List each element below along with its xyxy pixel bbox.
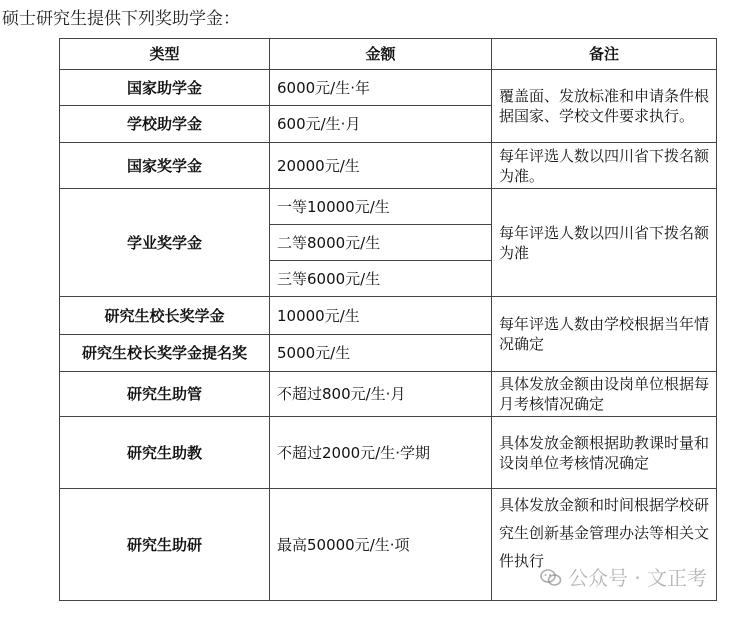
note-cell: 覆盖面、发放标准和申请条件根据国家、学校文件要求执行。 xyxy=(492,70,717,143)
type-cell: 学校助学金 xyxy=(60,106,270,143)
header-note: 备注 xyxy=(492,39,717,70)
amount-cell: 不超过800元/生·月 xyxy=(270,372,492,417)
note-cell: 具体发放金额和时间根据学校研究生创新基金管理办法等相关文件执行 xyxy=(492,489,717,601)
type-cell: 学业奖学金 xyxy=(60,189,270,297)
header-amount: 金额 xyxy=(270,39,492,70)
watermark xyxy=(540,562,707,591)
note-cell: 每年评选人数以四川省下拨名额为准 xyxy=(492,189,717,297)
wechat-icon xyxy=(540,568,562,586)
amount-cell: 5000元/生 xyxy=(270,335,492,372)
header-type: 类型 xyxy=(60,39,270,70)
type-cell: 研究生校长奖学金提名奖 xyxy=(60,335,270,372)
amount-cell: 不超过2000元/生·学期 xyxy=(270,417,492,489)
note-cell: 每年评选人数由学校根据当年情况确定 xyxy=(492,297,717,372)
type-cell: 国家奖学金 xyxy=(60,143,270,189)
note-cell: 具体发放金额根据助教课时量和设岗单位考核情况确定 xyxy=(492,417,717,489)
table-header-row xyxy=(60,39,717,70)
table-row xyxy=(60,297,717,335)
table-row xyxy=(60,143,717,189)
amount-cell: 600元/生·月 xyxy=(270,106,492,143)
type-cell: 国家助学金 xyxy=(60,70,270,106)
amount-cell: 最高50000元/生·项 xyxy=(270,489,492,601)
amount-cell: 10000元/生 xyxy=(270,297,492,335)
table-row xyxy=(60,70,717,106)
amount-cell: 一等10000元/生 xyxy=(270,189,492,225)
type-cell: 研究生助管 xyxy=(60,372,270,417)
amount-cell: 20000元/生 xyxy=(270,143,492,189)
type-cell: 研究生校长奖学金 xyxy=(60,297,270,335)
table-row xyxy=(60,189,717,225)
note-cell: 每年评选人数以四川省下拨名额为准。 xyxy=(492,143,717,189)
note-cell: 具体发放金额由设岗单位根据每月考核情况确定 xyxy=(492,372,717,417)
amount-cell: 二等8000元/生 xyxy=(270,225,492,261)
amount-cell: 6000元/生·年 xyxy=(270,70,492,106)
type-cell: 研究生助研 xyxy=(60,489,270,601)
amount-cell: 三等6000元/生 xyxy=(270,261,492,297)
watermark-text: 公众号 · 文正考 xyxy=(568,566,708,590)
type-cell: 研究生助教 xyxy=(60,417,270,489)
scholarship-table xyxy=(59,38,717,601)
table-row xyxy=(60,372,717,417)
page-heading: 硕士研究生提供下列奖助学金： xyxy=(2,9,240,29)
table-row xyxy=(60,417,717,489)
